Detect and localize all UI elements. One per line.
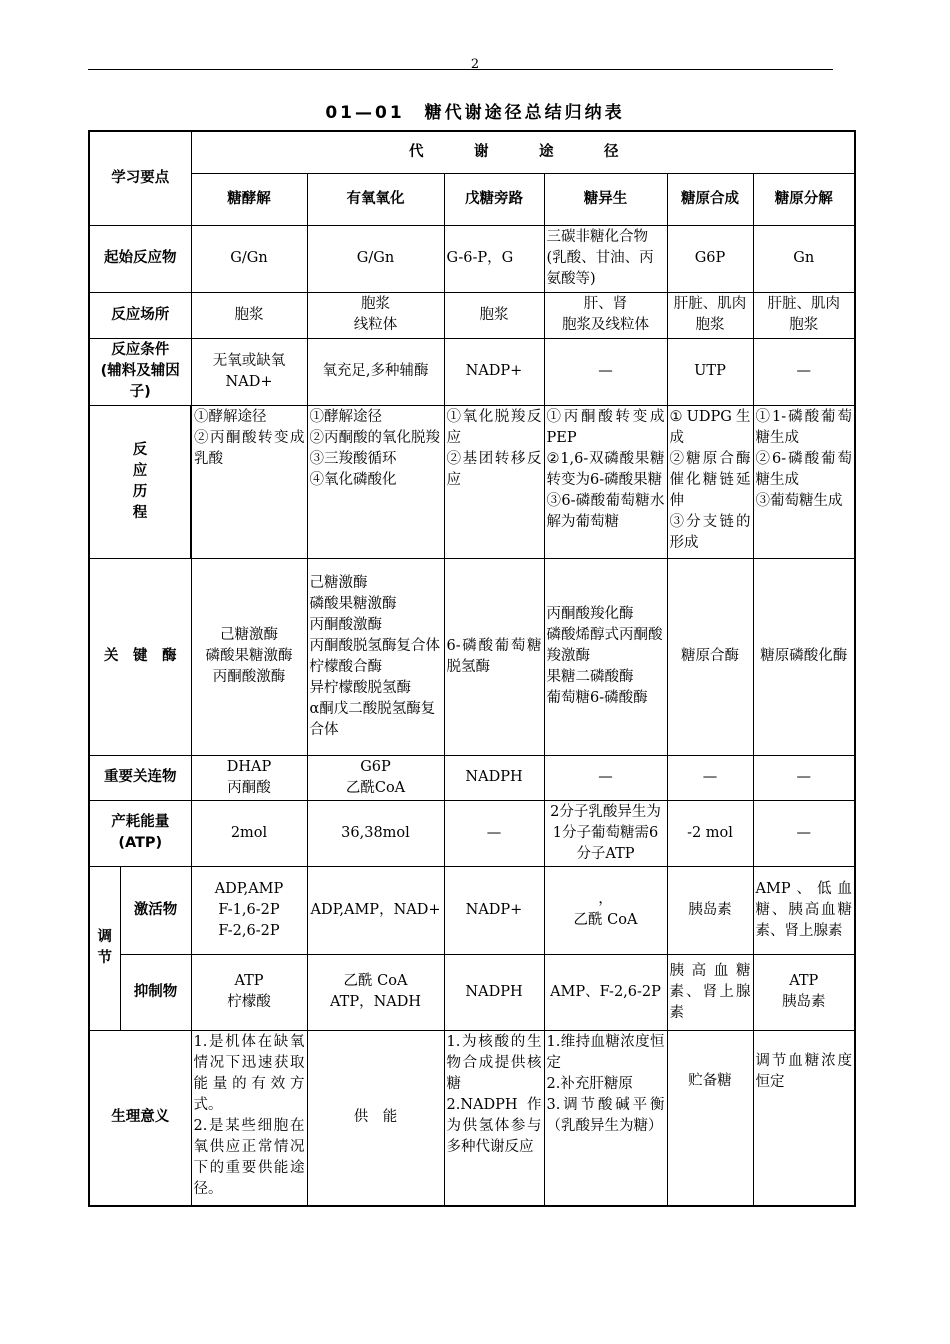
row-label-related: 重要关连物	[89, 755, 191, 800]
table-cell: ADP,AMP F-1,6-2P F-2,6-2P	[191, 866, 307, 954]
column-header: 糖异生	[544, 173, 667, 225]
table-cell: ①酵解途径 ②丙酮酸的氧化脱羧 ③三羧酸循环 ④氧化磷酸化	[307, 405, 444, 558]
table-cell: —	[753, 338, 855, 405]
table-cell: 己糖激酶 磷酸果糖激酶 丙酮酸激酶	[191, 558, 307, 755]
table-cell: NADP+	[444, 866, 544, 954]
table-cell: ①UDPG生成 ②糖原合酶催化糖链延伸 ③分支链的形成	[667, 405, 753, 558]
table-cell: —	[753, 800, 855, 866]
row-label-activators: 激活物	[120, 866, 191, 954]
column-header: 糖原分解	[753, 173, 855, 225]
table-cell: 1.维持血糖浓度恒定 2.补充肝糖原 3.调节酸碱平衡（乳酸异生为糖）	[544, 1030, 667, 1206]
table-cell: 1.是机体在缺氧情况下迅速获取能量的有效方式。 2.是某些细胞在氧供应正常情况下的重要供能途径。	[191, 1030, 307, 1206]
table-cell: G6P	[667, 225, 753, 292]
table-cell: ①氧化脱羧反应 ②基团转移反应	[444, 405, 544, 558]
table-cell: 无氧或缺氧 NAD+	[191, 338, 307, 405]
table-cell: ADP,AMP，NAD+	[307, 866, 444, 954]
table-cell: 胞浆 线粒体	[307, 292, 444, 338]
row-label-energy: 产耗能量 (ATP)	[89, 800, 191, 866]
table-cell: NADPH	[444, 954, 544, 1030]
column-header: 糖酵解	[191, 173, 307, 225]
table-cell: AMP、F-2,6-2P	[544, 954, 667, 1030]
table-cell: 胰高血糖素、肾上腺素	[667, 954, 753, 1030]
table-cell: ATP 柠檬酸	[191, 954, 307, 1030]
table-cell: 36,38mol	[307, 800, 444, 866]
table-cell: —	[544, 755, 667, 800]
table-cell: 氧充足,多种辅酶	[307, 338, 444, 405]
table-cell: 贮备糖	[667, 1030, 753, 1206]
column-header: 糖原合成	[667, 173, 753, 225]
row-label-regulation: 调 节	[89, 866, 120, 1030]
row-label-inhibitors: 抑制物	[120, 954, 191, 1030]
row-label-significance: 生理意义	[89, 1030, 191, 1206]
row-label-enzymes: 关 键 酶	[89, 558, 191, 755]
table-cell: G/Gn	[307, 225, 444, 292]
table-cell: ， 乙酰 CoA	[544, 866, 667, 954]
row-label-site: 反应场所	[89, 292, 191, 338]
row-label-start: 起始反应物	[89, 225, 191, 292]
page-title: 01—01 糖代谢途径总结归纳表	[325, 103, 625, 123]
table-cell: ①1-磷酸葡萄糖生成 ②6-磷酸葡萄糖生成 ③葡萄糖生成	[753, 405, 855, 558]
table-cell: G6P 乙酰CoA	[307, 755, 444, 800]
table-cell: 6-磷酸葡萄糖脱氢酶	[444, 558, 544, 755]
table-cell: 供 能	[307, 1030, 444, 1206]
table-cell: AMP、低血糖、胰高血糖素、肾上腺素	[753, 866, 855, 954]
table-cell: 乙酰 CoA ATP，NADH	[307, 954, 444, 1030]
table-cell: ①酵解途径 ②丙酮酸转变成乳酸	[191, 405, 307, 558]
table-cell: 肝脏、肌肉 胞浆	[753, 292, 855, 338]
table-cell: —	[667, 755, 753, 800]
page-number: 2	[470, 57, 480, 72]
table-cell: 胰岛素	[667, 866, 753, 954]
table-cell: —	[444, 800, 544, 866]
table-cell: —	[753, 755, 855, 800]
table-cell: ①丙酮酸转变成PEP ②1,6-双磷酸果糖转变为6-磷酸果糖 ③6-磷酸葡萄糖水解为葡萄糖	[544, 405, 667, 558]
table-cell: NADPH	[444, 755, 544, 800]
table-cell: DHAP 丙酮酸	[191, 755, 307, 800]
table-cell: 糖原磷酸化酶	[753, 558, 855, 755]
metabolic-pathway-table	[88, 130, 856, 1207]
table-cell: 2分子乳酸异生为1分子葡萄糖需6分子ATP	[544, 800, 667, 866]
table-cell: 己糖激酶 磷酸果糖激酶 丙酮酸激酶 丙酮酸脱氢酶复合体 柠檬酸合酶 异柠檬酸脱氢酶 α酮戊二酸脱氢酶复合体	[307, 558, 444, 755]
table-cell: 胞浆	[444, 292, 544, 338]
table-cell: NADP+	[444, 338, 544, 405]
table-cell: 调节血糖浓度恒定	[753, 1030, 855, 1206]
table-cell: UTP	[667, 338, 753, 405]
header-rule	[88, 69, 833, 70]
table-cell: 1.为核酸的生物合成提供核糖 2.NADPH作为供氢体参与多种代谢反应	[444, 1030, 544, 1206]
table-cell: 胞浆	[191, 292, 307, 338]
table-cell: G/Gn	[191, 225, 307, 292]
table-cell: 肝、肾 胞浆及线粒体	[544, 292, 667, 338]
column-header: 戊糖旁路	[444, 173, 544, 225]
column-header: 有氧氧化	[307, 173, 444, 225]
table-cell: -2 mol	[667, 800, 753, 866]
group-header: 代 谢 途 径	[191, 131, 855, 173]
table-cell: 肝脏、肌肉 胞浆	[667, 292, 753, 338]
table-cell: 糖原合酶	[667, 558, 753, 755]
corner-label: 学习要点	[89, 131, 191, 225]
row-label-conditions: 反应条件 (辅料及辅因子)	[89, 338, 191, 405]
table-cell: Gn	[753, 225, 855, 292]
table-cell: ATP 胰岛素	[753, 954, 855, 1030]
table-cell: —	[544, 338, 667, 405]
table-cell: 三碳非糖化合物(乳酸、甘油、丙氨酸等)	[544, 225, 667, 292]
table-cell: 丙酮酸羧化酶 磷酸烯醇式丙酮酸羧激酶 果糖二磷酸酶 葡萄糖6-磷酸酶	[544, 558, 667, 755]
table-cell: 2mol	[191, 800, 307, 866]
row-label-process: 反 应 历 程	[89, 405, 191, 558]
table-cell: G-6-P，G	[444, 225, 544, 292]
